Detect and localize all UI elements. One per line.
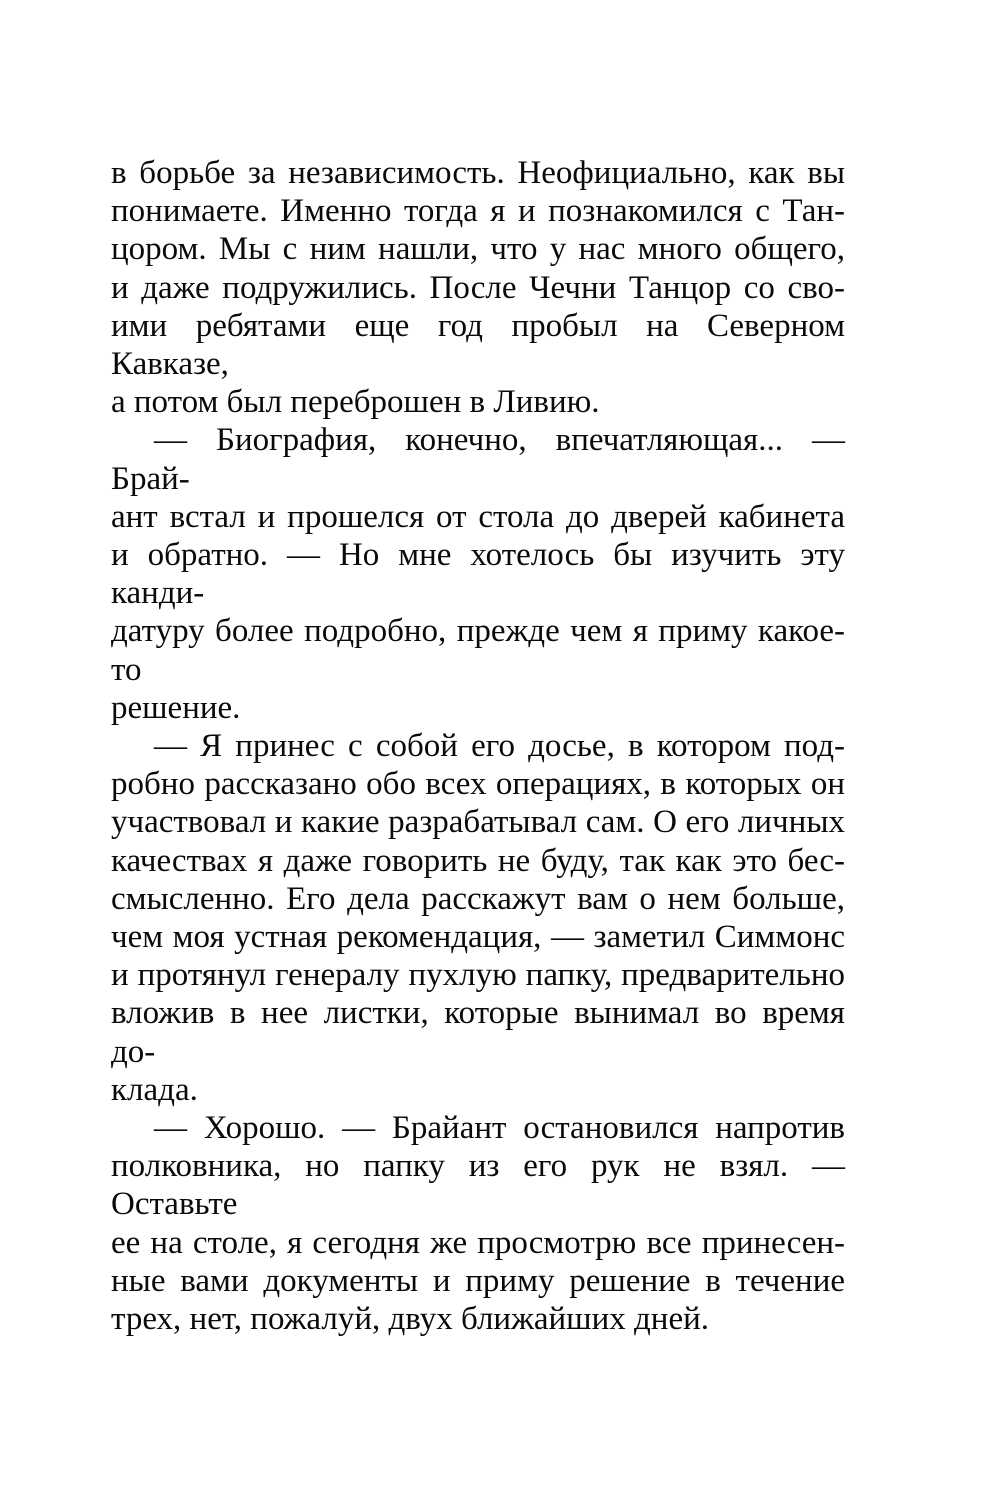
- text-line: решение.: [111, 689, 241, 726]
- text-line: полковника, но папку из его рук не взял. — Оставьте: [111, 1148, 845, 1223]
- text-line: участвовал и какие разрабатывал сам. О его личных: [111, 804, 845, 841]
- text-line: робно рассказано обо всех операциях, в которых он: [111, 766, 845, 803]
- text-line: вложив в нее листки, которые вынимал во время до-: [111, 995, 845, 1070]
- text-line: понимаете. Именно тогда я и познакомился с Тан-: [111, 193, 845, 230]
- text-line: — Биография, конечно, впечатляющая... — Брай-: [111, 422, 845, 497]
- text-line: ее на столе, я сегодня же просмотрю все принесен-: [111, 1224, 845, 1261]
- text-line: а потом был переброшен в Ливию.: [111, 384, 600, 421]
- text-line: в борьбе за независимость. Неофициально, как вы: [111, 155, 845, 191]
- paragraph: [111, 1109, 845, 1338]
- text-line: качествах я даже говорить не буду, так как это бес-: [111, 842, 845, 879]
- text-line: и даже подружились. После Чечни Танцор со сво-: [111, 269, 845, 306]
- text-line: цором. Мы с ним нашли, что у нас много общего,: [111, 231, 845, 268]
- text-line: — Хорошо. — Брайант остановился напротив: [154, 1110, 845, 1147]
- text-line: клада.: [111, 1071, 198, 1108]
- page-text: [111, 154, 845, 1338]
- text-line: смысленно. Его дела расскажут вам о нем больше,: [111, 880, 845, 917]
- text-line: датуру более подробно, прежде чем я приму какое-то: [111, 613, 845, 688]
- text-line: чем моя устная рекомендация, — заметил Симмонс: [111, 919, 845, 956]
- text-line: и обратно. — Но мне хотелось бы изучить эту канди-: [111, 537, 845, 612]
- text-line: и протянул генералу пухлую папку, предварительно: [111, 957, 845, 994]
- text-line: — Я принес с собой его досье, в котором под-: [154, 728, 845, 765]
- paragraph: [111, 727, 845, 1109]
- text-line: ант встал и прошелся от стола до дверей кабинета: [111, 498, 845, 535]
- text-line: трех, нет, пожалуй, двух ближайших дней.: [111, 1301, 710, 1338]
- paragraph: [111, 421, 845, 727]
- text-line: ими ребятами еще год пробыл на Северном Кавказе,: [111, 307, 845, 383]
- paragraph: [111, 154, 845, 421]
- text-line: ные вами документы и приму решение в течение: [111, 1262, 845, 1299]
